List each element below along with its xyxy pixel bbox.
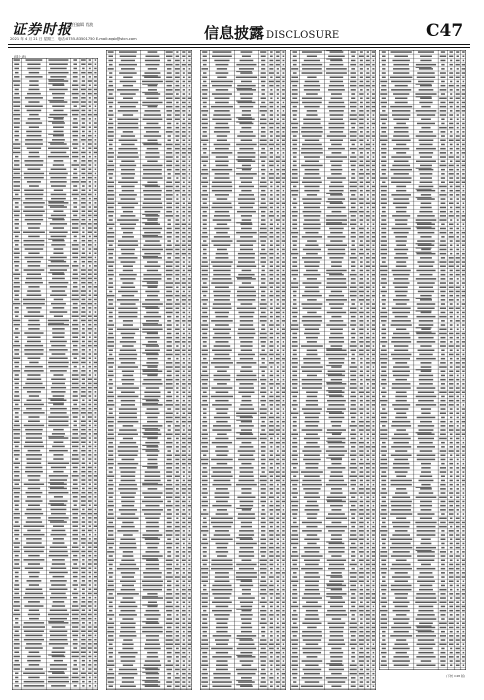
publish-date: 2021 年 4 月 21 日 星期三	[10, 37, 55, 41]
section-title-en: DISCLOSURE	[266, 30, 340, 41]
table-column-2	[106, 50, 192, 690]
continued-note: (下转 C48 版)	[446, 674, 466, 678]
newspaper-logo: 证券时报	[12, 22, 72, 38]
page-number: C47	[426, 21, 464, 41]
editor-credit: 责任编辑 肖波	[68, 22, 94, 27]
table-column-1	[12, 58, 98, 690]
table-column-3	[200, 50, 286, 690]
table-caption: (续上表)	[14, 55, 27, 59]
table-column-4	[290, 50, 376, 690]
contact-info: 电话:0755-83501750 E-mail:zqsb@stcn.com	[57, 37, 137, 41]
section-title-cn: 信息披露	[204, 24, 265, 42]
table-column-5	[379, 50, 466, 670]
